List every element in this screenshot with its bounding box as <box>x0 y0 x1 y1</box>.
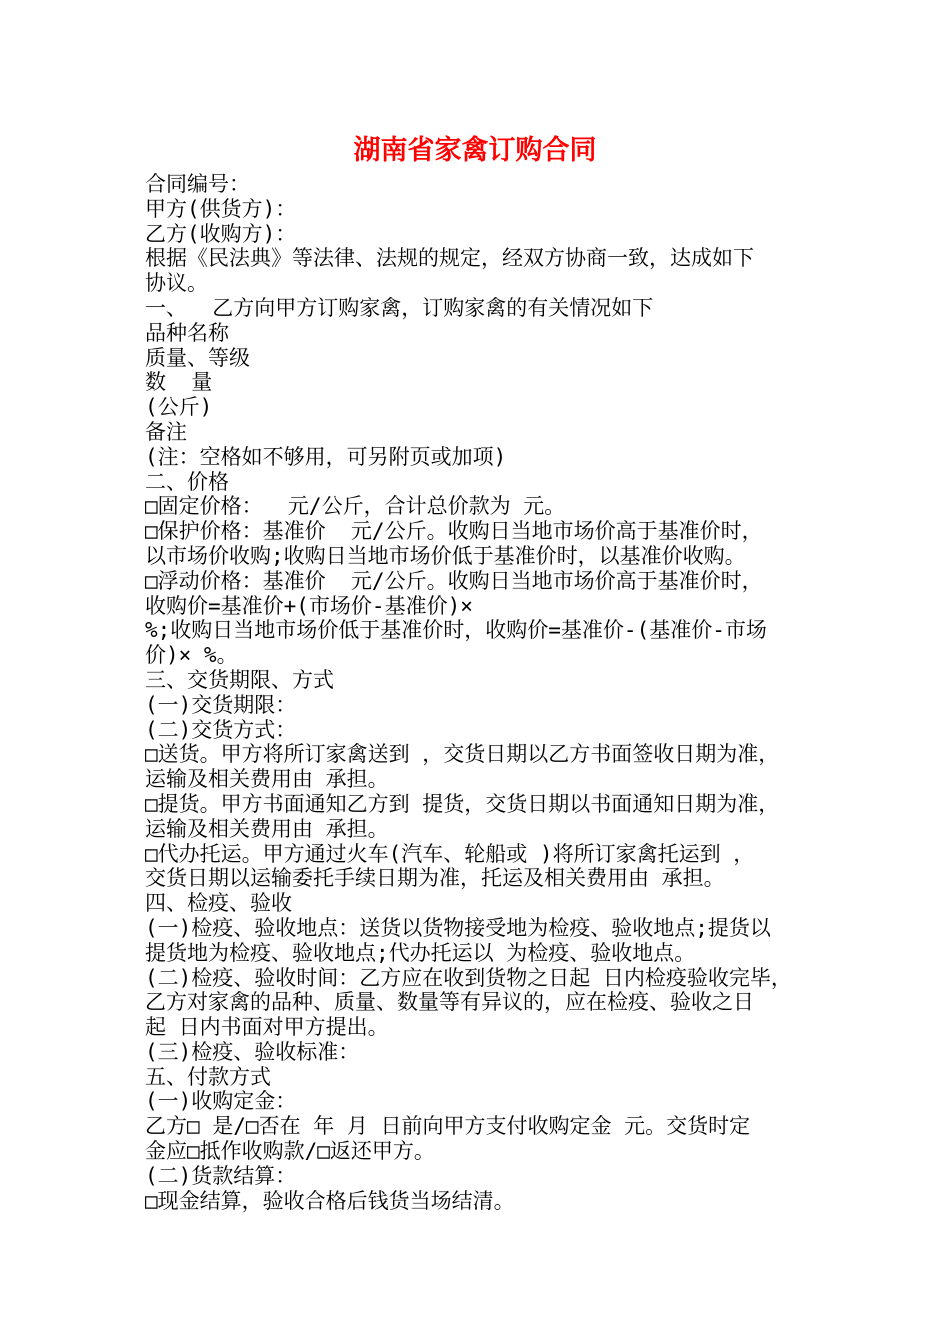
contract-line: 以市场价收购;收购日当地市场价低于基准价时，以基准价收购。 <box>145 543 746 568</box>
contract-line: (一)检疫、验收地点：送货以货物接受地为检疫、验收地点;提货以 <box>145 915 771 940</box>
document-title: 湖南省家禽订购合同 <box>353 135 597 166</box>
contract-line: (二)货款结算： <box>145 1163 297 1188</box>
contract-line: 起 日内书面对甲方提出。 <box>145 1015 389 1040</box>
contract-line: (注：空格如不够用，可另附页或加项) <box>145 444 507 469</box>
contract-line: (一)交货期限： <box>145 692 297 717</box>
contract-line: 甲方(供货方)： <box>145 196 297 221</box>
contract-line: 根据《民法典》等法律、法规的规定，经双方协商一致，达成如下 <box>145 246 754 271</box>
contract-line: (三)检疫、验收标准： <box>145 1039 360 1064</box>
contract-line: 乙方对家禽的品种、质量、数量等有异议的，应在检疫、验收之日 <box>145 990 754 1015</box>
contract-line: 运输及相关费用由 承担。 <box>145 816 389 841</box>
contract-line: 合同编号： <box>145 172 250 196</box>
contract-line: 交货日期以运输委托手续日期为准，托运及相关费用由 承担。 <box>145 866 725 891</box>
contract-line: 四、检疫、验收 <box>145 891 292 916</box>
contract-line: □送货。甲方将所订家禽送到 ，交货日期以乙方书面签收日期为准， <box>145 742 780 767</box>
contract-line: 乙方(收购方)： <box>145 221 297 246</box>
contract-line: 二、价格 <box>145 469 229 494</box>
contract-line: 备注 <box>145 419 187 444</box>
contract-line: (二)交货方式： <box>145 717 297 742</box>
contract-line: 提货地为检疫、验收地点;代办托运以 为检疫、验收地点。 <box>145 940 696 965</box>
contract-line: □现金结算，验收合格后钱货当场结清。 <box>145 1188 515 1213</box>
contract-line: 运输及相关费用由 承担。 <box>145 767 389 792</box>
contract-line: 五、付款方式 <box>145 1064 271 1089</box>
contract-line: 协议。 <box>145 271 208 296</box>
contract-line: 品种名称 <box>145 320 229 345</box>
contract-line: □提货。甲方书面通知乙方到 提货，交货日期以书面通知日期为准， <box>145 791 780 816</box>
contract-line: %;收购日当地市场价低于基准价时，收购价=基准价-(基准价-市场 <box>145 618 767 643</box>
contract-line: □保护价格：基准价 元/公斤。收购日当地市场价高于基准价时， <box>145 519 763 544</box>
contract-line: 乙方□ 是/□否在 年 月 日前向甲方支付收购定金 元。交货时定 <box>145 1114 751 1139</box>
contract-line: (一)收购定金： <box>145 1089 297 1114</box>
contract-line: (二)检疫、验收时间：乙方应在收到货物之日起 日内检疫验收完毕， <box>145 965 792 990</box>
contract-line: (公斤) <box>145 395 213 420</box>
contract-line: 价)× %。 <box>145 643 238 668</box>
contract-line: 一、 乙方向甲方订购家禽，订购家禽的有关情况如下 <box>145 295 654 320</box>
contract-line: 数 量 <box>145 370 213 395</box>
contract-body <box>145 172 835 1213</box>
contract-line: □代办托运。甲方通过火车(汽车、轮船或 )将所订家禽托运到 ， <box>145 841 755 866</box>
contract-line: □固定价格： 元/公斤，合计总价款为 元。 <box>145 494 566 519</box>
contract-line: 三、交货期限、方式 <box>145 667 334 692</box>
contract-line: 质量、等级 <box>145 345 250 370</box>
contract-line: □浮动价格：基准价 元/公斤。收购日当地市场价高于基准价时， <box>145 568 763 593</box>
contract-line: 金应□抵作收购款/□返还甲方。 <box>145 1139 435 1164</box>
contract-line: 收购价=基准价+(市场价-基准价)× <box>145 593 473 618</box>
